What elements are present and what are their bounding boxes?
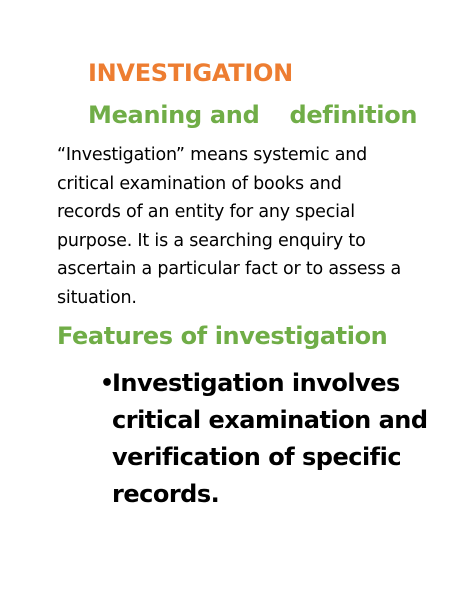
bullet-line: critical examination and xyxy=(112,406,428,434)
features-heading: Features of investigation xyxy=(57,322,388,350)
bullet-line: Investigation involves xyxy=(112,369,400,397)
paragraph-line: situation. xyxy=(57,287,137,308)
bullet-line: verification of specific xyxy=(112,443,402,471)
paragraph-line: records of an entity for any special xyxy=(57,202,355,223)
paragraph-line: ascertain a particular fact or to assess a xyxy=(57,259,401,280)
paragraph-line: critical examination of books and xyxy=(57,173,342,194)
features-list xyxy=(88,365,458,513)
bullet-icon: • xyxy=(100,371,114,396)
list-item xyxy=(88,365,458,513)
definition-paragraph xyxy=(57,141,427,313)
paragraph-line: purpose. It is a searching enquiry to xyxy=(57,230,366,251)
subtitle-meaning: Meaning and xyxy=(88,101,260,129)
paragraph-line: “Investigation” means systemic and xyxy=(57,145,368,165)
page-title: INVESTIGATION xyxy=(88,59,293,87)
bullet-line: records. xyxy=(112,480,220,508)
section-subtitle xyxy=(88,101,417,129)
subtitle-definition: definition xyxy=(289,101,418,129)
